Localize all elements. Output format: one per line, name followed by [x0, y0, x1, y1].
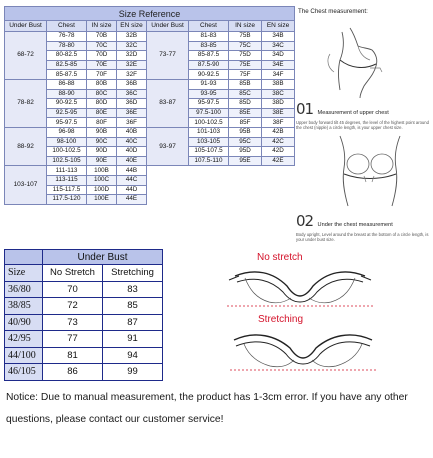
ref-cell-right: 87.5-90	[189, 60, 229, 70]
step-1-number: 01	[296, 100, 314, 118]
ref-cell-left: 113-115	[47, 175, 87, 185]
ref-cell-right: 81-83	[189, 32, 229, 42]
ref-cell-right: 83-85	[189, 41, 229, 51]
stretch-size-header: Size	[5, 265, 43, 282]
bra-stretching-icon	[228, 326, 378, 372]
ref-cell-right: 97.5-100	[189, 108, 229, 118]
stretch-no-stretch-cell: 81	[43, 347, 103, 364]
ref-header-cell: Chest	[189, 21, 229, 32]
ref-cell-left: 100-102.5	[47, 147, 87, 157]
step-1-description: Upper body forward tilt 45 degrees, the level of the highest point around the chest (nipple) a circle length, is your upper chest size.	[296, 120, 429, 131]
ref-cell-left: 86-88	[47, 79, 87, 89]
ref-row	[5, 79, 295, 89]
ref-under-bust-right: 93-97	[147, 127, 189, 165]
stretch-size-cell: 36/80	[5, 281, 43, 298]
ref-cell-left: 90D	[87, 147, 117, 157]
ref-cell-left: 95-97.5	[47, 118, 87, 128]
stretch-size-cell: 44/100	[5, 347, 43, 364]
stretch-table-spacer	[163, 364, 210, 381]
ref-cell-left: 40D	[117, 147, 147, 157]
ref-cell-right: 91-93	[189, 79, 229, 89]
ref-header-cell: Under Bust	[147, 21, 189, 32]
ref-cell-left: 90E	[87, 156, 117, 166]
ref-cell-right: 75C	[229, 41, 262, 51]
stretch-row	[5, 298, 210, 315]
ref-row	[5, 32, 295, 42]
ref-cell-left: 36B	[117, 79, 147, 89]
ref-cell-left: 96-98	[47, 127, 87, 137]
ref-cell-left: 36C	[117, 89, 147, 99]
ref-cell-left: 80-82.5	[47, 51, 87, 61]
stretch-no-stretch-header: No Stretch	[43, 265, 103, 282]
step-2-number: 02	[296, 212, 314, 230]
stretch-row	[5, 281, 210, 298]
stretch-no-stretch-cell: 70	[43, 281, 103, 298]
ref-cell-right: 85B	[229, 79, 262, 89]
ref-under-bust-left: 68-72	[5, 32, 47, 80]
step-upper-chest	[296, 100, 430, 130]
stretch-table	[4, 249, 210, 381]
ref-header-cell: EN size	[262, 21, 295, 32]
ref-under-bust-left: 88-92	[5, 127, 47, 165]
ref-cell-right: 38C	[262, 89, 295, 99]
stretching-label: Stretching	[258, 314, 304, 325]
ref-cell-right: 85-87.5	[189, 51, 229, 61]
ref-cell-left: 70D	[87, 51, 117, 61]
ref-under-bust-left: 78-82	[5, 79, 47, 127]
ref-cell-left: 100E	[87, 195, 117, 205]
stretch-no-stretch-cell: 73	[43, 314, 103, 331]
ref-cell-left: 90-92.5	[47, 99, 87, 109]
ref-cell-left: 90C	[87, 137, 117, 147]
ref-cell-right: 38B	[262, 79, 295, 89]
ref-cell-right: 95C	[229, 137, 262, 147]
ref-cell-left: 70F	[87, 70, 117, 80]
ref-cell-left: 80C	[87, 89, 117, 99]
ref-cell-right: 85F	[229, 118, 262, 128]
stretch-size-cell: 46/105	[5, 364, 43, 381]
ref-under-bust-right: 83-87	[147, 79, 189, 127]
stretch-table-spacer	[163, 298, 210, 315]
ref-cell-right: 105-107.5	[189, 147, 229, 157]
ref-cell-left: 100B	[87, 166, 117, 176]
ref-cell-right: 38F	[262, 118, 295, 128]
ref-cell-left: 70B	[87, 32, 117, 42]
ref-cell-left: 40C	[117, 137, 147, 147]
ref-header-cell: IN size	[87, 21, 117, 32]
stretch-no-stretch-cell: 72	[43, 298, 103, 315]
ref-cell-right: 42D	[262, 147, 295, 157]
no-stretch-label: No stretch	[257, 252, 303, 263]
ref-under-bust-left: 103-107	[5, 166, 47, 204]
ref-cell-left: 111-113	[47, 166, 87, 176]
ref-cell-right: 85D	[229, 99, 262, 109]
ref-cell-right: 90-92.5	[189, 70, 229, 80]
ref-cell-right: 85C	[229, 89, 262, 99]
stretch-stretching-cell: 87	[103, 314, 163, 331]
under-bust-figure-icon	[330, 134, 410, 208]
ref-cell-left: 44C	[117, 175, 147, 185]
stretch-size-cell: 42/95	[5, 331, 43, 348]
chest-measurement-panel	[296, 8, 430, 15]
ref-cell-left: 90B	[87, 127, 117, 137]
ref-cell-right: 107.5-110	[189, 156, 229, 166]
ref-cell-left: 70C	[87, 41, 117, 51]
ref-cell-left: 102.5-105	[47, 156, 87, 166]
ref-cell-right: 100-102.5	[189, 118, 229, 128]
stretch-table-spacer	[163, 265, 210, 282]
ref-cell-left: 32E	[117, 60, 147, 70]
ref-cell-right: 38E	[262, 108, 295, 118]
ref-cell-right: 95B	[229, 127, 262, 137]
step-2-description: Body upright, Level around the breast at the bottom of a circle length, is your under bust size.	[296, 232, 429, 243]
bra-no-stretch-icon	[225, 262, 375, 310]
stretch-table-wrap	[4, 249, 209, 381]
ref-cell-left: 80E	[87, 108, 117, 118]
stretch-table-spacer	[163, 347, 210, 364]
stretch-size-cell: 38/85	[5, 298, 43, 315]
stretch-stretching-cell: 85	[103, 298, 163, 315]
ref-cell-left: 70E	[87, 60, 117, 70]
ref-cell-left: 98-100	[47, 137, 87, 147]
chest-measurement-title: The Chest measurement:	[298, 8, 368, 15]
ref-row	[5, 166, 295, 176]
ref-cell-left: 36E	[117, 108, 147, 118]
ref-cell-left: 100D	[87, 185, 117, 195]
ref-cell-left: 32D	[117, 51, 147, 61]
stretch-stretching-cell: 99	[103, 364, 163, 381]
stretch-row	[5, 364, 210, 381]
ref-cell-right: 38D	[262, 99, 295, 109]
ref-cell-right: 75B	[229, 32, 262, 42]
stretch-table-spacer	[163, 314, 210, 331]
ref-cell-left: 40E	[117, 156, 147, 166]
ref-cell-left: 82.5-85	[47, 60, 87, 70]
size-reference-title: Size Reference	[5, 7, 295, 21]
size-reference-table-wrap	[4, 6, 294, 205]
ref-header-cell: Chest	[47, 21, 87, 32]
ref-cell-right: 101-103	[189, 127, 229, 137]
ref-cell-left: 80B	[87, 79, 117, 89]
ref-under-bust-right: 73-77	[147, 32, 189, 80]
ref-cell-right: 103-105	[189, 137, 229, 147]
stretch-no-stretch-cell: 77	[43, 331, 103, 348]
ref-cell-right: 93-95	[189, 89, 229, 99]
ref-cell-left: 88-90	[47, 89, 87, 99]
ref-cell-left: 36F	[117, 118, 147, 128]
ref-cell-right: 75D	[229, 51, 262, 61]
ref-cell-left: 92.5-95	[47, 108, 87, 118]
ref-row	[5, 127, 295, 137]
ref-cell-left: 78-80	[47, 41, 87, 51]
stretch-size-cell: 40/90	[5, 314, 43, 331]
ref-cell-left: 40B	[117, 127, 147, 137]
ref-cell-left: 44B	[117, 166, 147, 176]
ref-cell-left: 36D	[117, 99, 147, 109]
ref-cell-right: 95D	[229, 147, 262, 157]
ref-cell-right: 34F	[262, 70, 295, 80]
stretch-row	[5, 314, 210, 331]
size-reference-table	[4, 6, 295, 205]
stretch-stretching-cell: 91	[103, 331, 163, 348]
ref-cell-right: 34D	[262, 51, 295, 61]
ref-cell-right: 85E	[229, 108, 262, 118]
stretch-stretching-header: Stretching	[103, 265, 163, 282]
ref-cell-left: 117.5-120	[47, 195, 87, 205]
ref-header-cell: EN size	[117, 21, 147, 32]
ref-cell-left: 85-87.5	[47, 70, 87, 80]
step-under-bust	[296, 212, 430, 242]
ref-cell-left: 32B	[117, 32, 147, 42]
ref-cell-left: 100C	[87, 175, 117, 185]
ref-cell-right: 75E	[229, 60, 262, 70]
notice-text: Notice: Due to manual measurement, the product has 1-3cm error. If you have any other questions, please contact our customer service!	[6, 392, 408, 425]
stretch-table-spacer	[163, 250, 210, 265]
ref-cell-right: 34E	[262, 60, 295, 70]
stretch-row	[5, 347, 210, 364]
stretch-table-spacer	[163, 281, 210, 298]
stretch-stretching-cell: 83	[103, 281, 163, 298]
ref-cell-right: 42B	[262, 127, 295, 137]
stretch-no-stretch-cell: 86	[43, 364, 103, 381]
ref-cell-left: 76-78	[47, 32, 87, 42]
ref-cell-left: 80D	[87, 99, 117, 109]
stretch-row	[5, 331, 210, 348]
ref-cell-right: 34C	[262, 41, 295, 51]
ref-cell-right: 34B	[262, 32, 295, 42]
stretch-table-corner	[5, 250, 43, 265]
ref-cell-left: 44D	[117, 185, 147, 195]
step-1-heading: Measurement of upper chest	[317, 110, 389, 116]
ref-empty-area	[147, 166, 295, 204]
ref-header-cell: Under Bust	[5, 21, 47, 32]
ref-cell-left: 32C	[117, 41, 147, 51]
ref-cell-right: 42E	[262, 156, 295, 166]
ref-cell-right: 95-97.5	[189, 99, 229, 109]
ref-cell-left: 32F	[117, 70, 147, 80]
ref-header-cell: IN size	[229, 21, 262, 32]
upper-chest-figure-icon	[320, 24, 410, 98]
ref-cell-left: 44E	[117, 195, 147, 205]
ref-cell-left: 115-117.5	[47, 185, 87, 195]
ref-cell-left: 80F	[87, 118, 117, 128]
step-2-heading: Under the chest measurement	[317, 222, 393, 228]
stretch-table-spacer	[163, 331, 210, 348]
ref-cell-right: 42C	[262, 137, 295, 147]
stretch-under-bust-header: Under Bust	[43, 250, 163, 265]
ref-cell-right: 75F	[229, 70, 262, 80]
ref-cell-right: 95E	[229, 156, 262, 166]
stretch-stretching-cell: 94	[103, 347, 163, 364]
